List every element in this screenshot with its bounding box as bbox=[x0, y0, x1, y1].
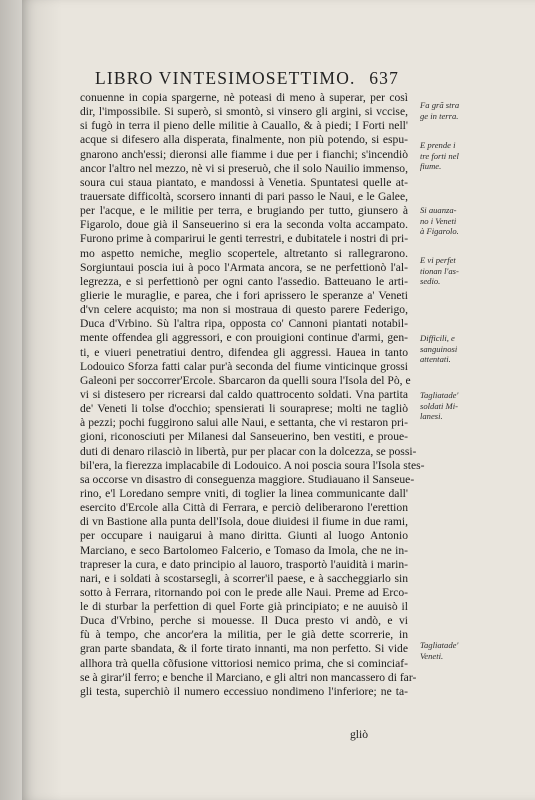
text-line: Galeoni per soccorrer'Ercole. Sbarcaron da quelli soura l'Isola del Pò, e bbox=[80, 373, 411, 387]
text-line: trapreser la cura, e dato principio al lauoro, trasportò l'auidità i marin- bbox=[80, 557, 408, 571]
text-line: d'vn celere acquisto; ma non si mostraua di questo parere Federigo, bbox=[80, 303, 408, 317]
text-line: si fugò in terra il pieno delle militie à Cauallo, & à piedi; I Forti nell' bbox=[80, 119, 408, 133]
margin-note bbox=[420, 100, 528, 121]
margin-note-line: E vi perfet bbox=[420, 255, 456, 265]
text-line: duti di denaro rilasciò in libertà, pur per placar con la dolcezza, se possi- bbox=[80, 444, 417, 458]
text-line: gran parte sbandata, & il forte tirato innanti, ma non perfetto. Si vide bbox=[80, 642, 408, 656]
text-line: sotto à Ferrara, ritornando poi con le prede alle Naui. Preme ad Erco- bbox=[80, 585, 408, 599]
margin-note-line: E prende i bbox=[420, 140, 456, 150]
text-line: allhora trà quella cõfusione vittoriosi nemico prima, che si cominciaf- bbox=[80, 656, 408, 670]
text-line: de' Veneti li tolse d'occhio; spensierati li souraprese; molti ne tagliò bbox=[80, 402, 408, 416]
body-text bbox=[80, 91, 425, 699]
margin-note-line: Fa grã stra bbox=[420, 100, 460, 110]
margin-note-line: sanguinosi bbox=[420, 343, 458, 354]
text-line: conuenne in copia spargerne, nè poteasi di meno à superar, per così bbox=[80, 91, 408, 104]
book-gutter bbox=[0, 0, 22, 800]
margin-note-line: tre forti nel bbox=[420, 150, 459, 161]
text-line: di vn Bastione alla punta dell'Isola, doue diuidesi il fiume in due rami, bbox=[80, 515, 408, 529]
text-line: se à girar'il ferro; e benche il Marciano, e gli altri non mancassero di far- bbox=[80, 670, 417, 684]
text-line: Lodouico Sforza fatti calar pur'à seconda del fiume vinticinque grossi bbox=[80, 359, 408, 373]
page-number: 637 bbox=[369, 68, 400, 88]
text-line: nari, e i soldati à scostarsegli, à scorrer'il paese, e à saccheggiarlo sin bbox=[80, 571, 408, 585]
text-line: ancor l'altro nel mezzo, nè vi si preseruò, che il solo Nauilio immenso, bbox=[80, 161, 408, 175]
text-line: esercito d'Ercole alla Città di Ferrara, e perciò deliberarono l'erettion bbox=[80, 501, 408, 515]
text-line: gli testa, superchiò il numero eccessiuo nondimeno l'inferiore; ne ta- bbox=[80, 684, 408, 698]
text-line: glierie le muraglie, e parea, che i fori aprissero le speranze a' Veneti bbox=[80, 288, 408, 302]
margin-note bbox=[420, 640, 528, 661]
text-line: fù à tempo, che ancor'era la militia, per le già dette scorrerie, in bbox=[80, 628, 408, 642]
margin-note-line: fiume. bbox=[420, 161, 442, 171]
text-line: trauersate difficoltà, scorsero innanti di pari passo le Naui, e le Galee, bbox=[80, 189, 408, 203]
text-line: Sorgiuntaui poscia iui à poco l'Armata ancora, se ne perfettionò l'al- bbox=[80, 260, 408, 274]
margin-note-line: Veneti. bbox=[420, 650, 444, 661]
text-line: mo aspetto nemiche, meglio scopertele, altretanto si rallegrarono. bbox=[80, 246, 408, 260]
text-line: legrezza, e si perfettionò per ogni canto l'assedio. Batteuano le arti- bbox=[80, 274, 408, 288]
text-line: Marciano, e seco Bartolomeo Falcerio, e Tomaso da Imola, che ne in- bbox=[80, 543, 408, 557]
text-line: mente offendea gli aggressori, e con prouigioni continue d'armi, gen- bbox=[80, 331, 408, 345]
text-line: acque si difesero alla disperata, finalmente, non più potendo, si espu- bbox=[80, 133, 408, 147]
catchword: gliò bbox=[350, 728, 369, 741]
margin-note-line: soldati Mi- bbox=[420, 400, 458, 411]
text-line: bil'era, la fierezza implacabile di Lodouico. A noi poscia soura l'Isola stes- bbox=[80, 458, 425, 472]
text-line: rino, e'l Loredano sempre vniti, di toglier la linea communicante dall' bbox=[80, 486, 408, 500]
margin-note-line: no i Veneti bbox=[420, 215, 457, 226]
margin-note-line: Difficili, e bbox=[420, 333, 455, 343]
text-line: à pezzi; pochi fuggirono salui alle Naui, e settanta, che vi restaron pri- bbox=[80, 416, 408, 430]
running-title: LIBRO VINTESIMOSETTIMO. bbox=[95, 68, 356, 88]
margin-note-line: ge in terra. bbox=[420, 110, 459, 121]
margin-note bbox=[420, 390, 528, 422]
text-line: ti, e viueri penetratiui dentro, difendea gli aggressi. Hauea in tanto bbox=[80, 345, 408, 359]
text-line: Duca d'Vrbino, perche si mouesse. Il Duca presto vi andò, e vi bbox=[80, 614, 408, 628]
running-header bbox=[95, 68, 400, 89]
text-line: Furono prime à comparirui le genti terrestri, e dubitatele i nostri di pri- bbox=[80, 232, 409, 246]
text-line: dir, l'impossibile. Si superò, si smontò, si vinsero gli argini, si vccise, bbox=[80, 105, 408, 119]
text-line: per occupare i nauigarui à mano diritta. Giunti al luogo Antonio bbox=[80, 529, 408, 543]
margin-note-line: sedio. bbox=[420, 276, 441, 286]
text-line: le di sturbar la perfettion di quel Forte già principiato; e ne auuisò il bbox=[80, 600, 408, 614]
text-line: gnarono anch'essi; dieronsi alle fiamme i due per i fianchi; s'incendiò bbox=[80, 147, 408, 161]
margin-note-line: Si auanza- bbox=[420, 205, 457, 215]
margin-note bbox=[420, 255, 528, 287]
text-line: gioni, riconosciuti per Milanesi dal Sanseuerino, ben vestiti, e proue- bbox=[80, 430, 408, 444]
margin-note bbox=[420, 140, 528, 172]
text-line: Duca d'Vrbino. Sù l'altra ripa, opposta co' Cannoni piantati notabil- bbox=[80, 317, 408, 331]
text-line: soura cui staua piantato, e mandossi à Venetia. Spuntatesi quelle at- bbox=[80, 175, 408, 189]
text-line: sa occorse vn disastro di conseguenza maggiore. Studiauano il Sanseue- bbox=[80, 472, 415, 486]
margin-note bbox=[420, 333, 528, 365]
margin-note bbox=[420, 205, 528, 237]
margin-note-line: à Figarolo. bbox=[420, 226, 459, 236]
margin-note-line: tionan l'as- bbox=[420, 265, 459, 276]
margin-note-line: attentati. bbox=[420, 354, 451, 364]
text-line: vi si distesero per ricrearsi dal caldo quattrocento soldati. Vna partita bbox=[80, 387, 408, 401]
margin-note-line: lanesi. bbox=[420, 411, 443, 421]
text-line: Figarolo, doue già il Sanseuerino si era la seconda volta accampato. bbox=[80, 218, 408, 232]
margin-note-line: Tagliatade' bbox=[420, 640, 459, 650]
text-line: per l'acque, e le militie per terra, e brugiando per tutto, giunsero à bbox=[80, 204, 408, 218]
margin-note-line: Tagliatade' bbox=[420, 390, 459, 400]
